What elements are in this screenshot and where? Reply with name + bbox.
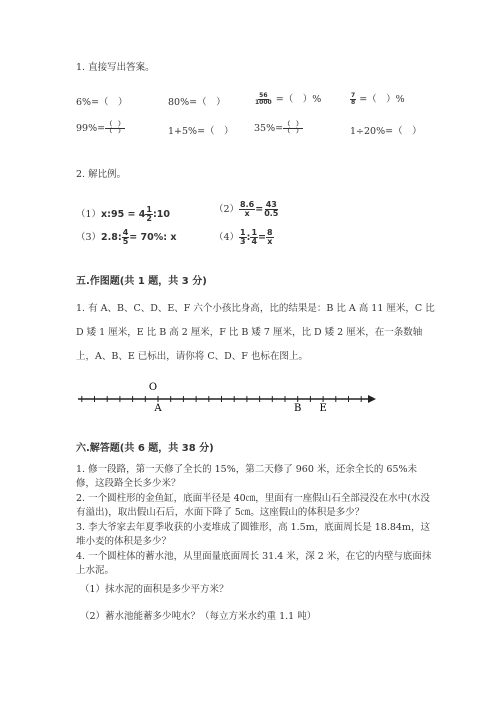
point-label-b: B: [294, 403, 302, 414]
proportion-3: （3）2.8: $\frac{4}{5}$ = 70%: x: [76, 228, 177, 246]
q-99percent: 99%= $\frac{( )}{( )}$: [76, 121, 125, 135]
question-1: 1. 修一段路，第一天修了全长的 15%，第二天修了 960 米，还余全长的 65%未修，这段路全长多少米？: [76, 464, 418, 490]
question-2: 2. 一个圆柱形的金鱼缸，底面半径是 40㎝，里面有一座假山石全部浸没在水中(水没有溢出)，取出假山石后，水面下降了 5㎝。这座假山的体积是多少？: [76, 493, 430, 519]
section2-title: 2. 解比例。: [76, 169, 127, 180]
question-3: 3. 李大爷家去年夏季收获的小麦堆成了圆锥形，高 1.5m，底面周长是 18.84m，这堆小麦的体积是多少？: [76, 522, 430, 548]
question-4-sub1: （1）抹水泥的面积是多少平方米？: [80, 584, 229, 595]
number-line: [70, 378, 380, 418]
proportion-2: （2） $\frac{8.6}{x}$ = $\frac{43}{0.5}$: [214, 200, 279, 218]
question-4: 4. 一个圆柱体的蓄水池，从里面量底面周长 31.4 米，深 2 米，在它的内壁与底面抹上水泥。: [76, 551, 432, 577]
point-label-a: A: [154, 403, 162, 414]
proportion-4: （4） $\frac{1}{3}$ : $\frac{1}{4}$ = $\frac{8}{x}$: [214, 228, 273, 246]
section5-heading: 五.作图题(共 1 题，共 3 分): [76, 276, 207, 287]
origin-label: O: [148, 382, 158, 393]
number-line-arrow: [368, 395, 376, 403]
section5-paragraph: 1. 有 A、B、C、D、E、F 六个小孩比身高，比的结果是：B 比 A 高 11 厘米，C 比 D 矮 1 厘米，E 比 B 高 2 厘米，F 比 B 矮 7 厘米，比 D 矮 2 厘米，在一条数轴上，A、B、E 已标出，请你将 C、D、F 也标在图上。: [76, 303, 435, 362]
section6-heading: 六.解答题(共 6 题，共 38 分): [76, 443, 214, 454]
q-1-div-20percent: 1÷20%=（ ）: [350, 126, 422, 137]
q-6percent: 6%=（ ）: [76, 97, 128, 108]
q-56-over-1000: $\frac{56}{1000}$ =（ ）%: [255, 92, 322, 106]
q-1-plus-5percent: 1+5%=（ ）: [168, 126, 234, 137]
point-label-e: E: [319, 403, 327, 414]
section1-title: 1. 直接写出答案。: [76, 62, 155, 73]
q-80percent: 80%=（ ）: [168, 97, 226, 108]
question-4-sub2: （2）蓄水池能蓄多少吨水？（每立方米水约重 1.1 吨）: [80, 611, 317, 622]
q-7-over-8: $\frac{7}{8}$ =（ ）%: [351, 92, 405, 106]
proportion-1: （1）x:95 = 4 $\frac{1}{2}$ :10: [76, 205, 170, 223]
q-35percent: 35%= $\frac{( )}{( )}$: [254, 121, 303, 135]
